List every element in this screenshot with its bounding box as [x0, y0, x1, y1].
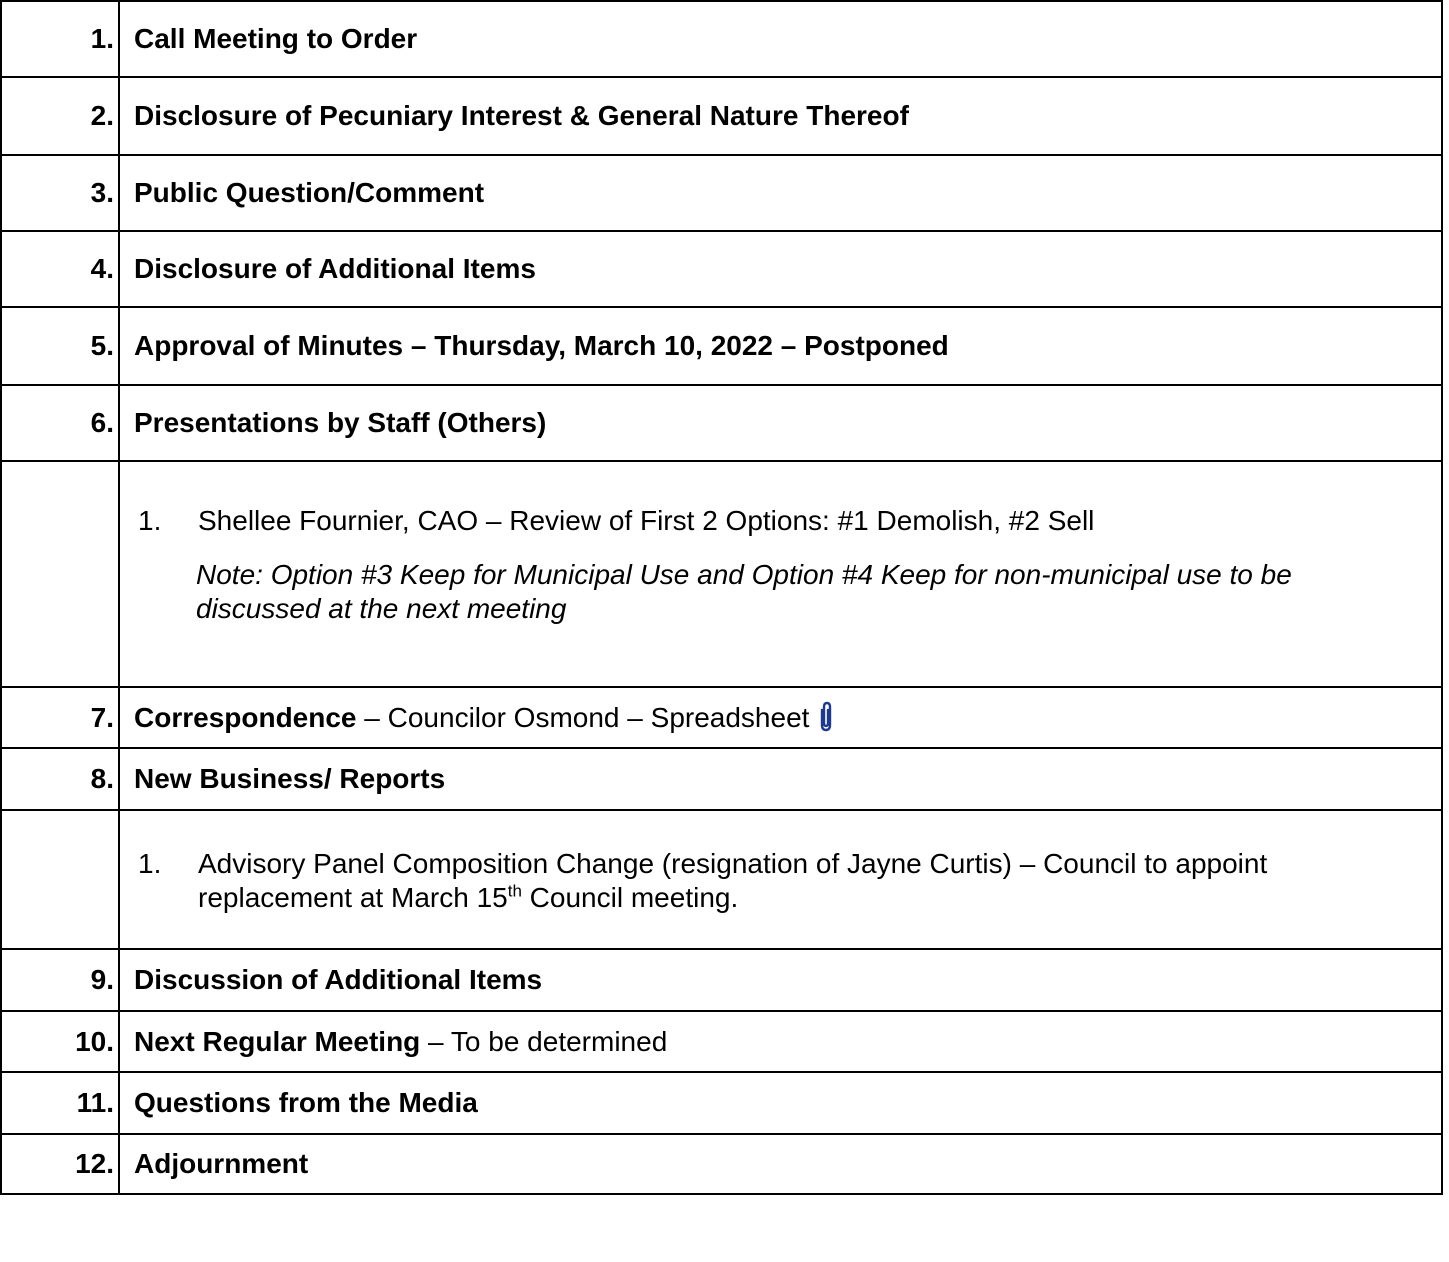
item-title: Public Question/Comment	[119, 155, 1442, 231]
new-business-detail	[119, 810, 1442, 949]
item-detail: – Councilor Osmond – Spreadsheet	[356, 702, 810, 733]
empty-number-cell	[1, 461, 119, 687]
item-number: 8.	[1, 748, 119, 810]
sub-item-text: Advisory Panel Composition Change (resignation of Jayne Curtis) – Council to appoint replacement at March 15	[198, 848, 1268, 913]
item-title: Presentations by Staff (Others)	[119, 385, 1442, 461]
item-title: Disclosure of Additional Items	[119, 231, 1442, 307]
agenda-row	[1, 155, 1442, 231]
sub-item-number: 1.	[138, 505, 162, 536]
item-title: Questions from the Media	[119, 1072, 1442, 1134]
empty-number-cell	[1, 810, 119, 949]
item-title-bold: Next Regular Meeting	[134, 1025, 421, 1057]
agenda-row	[1, 1011, 1442, 1072]
agenda-row	[1, 949, 1442, 1011]
item-detail: – To be determined	[420, 1025, 668, 1057]
agenda-row	[1, 385, 1442, 461]
item-title	[119, 1011, 1442, 1072]
item-title-bold: Correspondence	[134, 702, 357, 733]
presentations-detail	[119, 461, 1442, 687]
ordinal-suffix: th	[507, 881, 522, 901]
agenda-row	[1, 77, 1442, 155]
agenda-row	[1, 748, 1442, 810]
item-number: 5.	[1, 307, 119, 385]
item-title: Disclosure of Pecuniary Interest & General Nature Thereof	[119, 77, 1442, 155]
agenda-row	[1, 307, 1442, 385]
item-title: Discussion of Additional Items	[119, 949, 1442, 1011]
item-number: 11.	[1, 1072, 119, 1134]
agenda-row	[1, 1072, 1442, 1134]
sub-item-note: Note: Option #3 Keep for Municipal Use and Option #4 Keep for non-municipal use to be discussed at the next meeting	[196, 559, 1292, 624]
sub-item-text-end: Council meeting.	[521, 882, 739, 913]
sub-item-text: Shellee Fournier, CAO – Review of First 2 Options: #1 Demolish, #2 Sell	[198, 505, 1095, 536]
agenda-row	[1, 1, 1442, 77]
item-number: 2.	[1, 77, 119, 155]
item-title: Call Meeting to Order	[119, 1, 1442, 77]
item-title: Adjournment	[119, 1134, 1442, 1194]
item-number: 3.	[1, 155, 119, 231]
agenda-row	[1, 231, 1442, 307]
sub-item-number: 1.	[138, 848, 162, 879]
paperclip-icon[interactable]	[817, 701, 835, 733]
presentations-detail-row	[1, 461, 1442, 687]
agenda-row	[1, 1134, 1442, 1194]
new-business-detail-row	[1, 810, 1442, 949]
item-number: 12.	[1, 1134, 119, 1194]
item-title: New Business/ Reports	[119, 748, 1442, 810]
item-number: 10.	[1, 1011, 119, 1072]
item-title: Approval of Minutes – Thursday, March 10, 2022 – Postponed	[119, 307, 1442, 385]
item-number: 4.	[1, 231, 119, 307]
agenda-row	[1, 687, 1442, 748]
item-number: 7.	[1, 687, 119, 748]
sub-item	[134, 504, 1441, 538]
sub-item	[134, 847, 1441, 915]
item-number: 1.	[1, 1, 119, 77]
item-number: 6.	[1, 385, 119, 461]
item-title	[119, 687, 1442, 748]
item-number: 9.	[1, 949, 119, 1011]
